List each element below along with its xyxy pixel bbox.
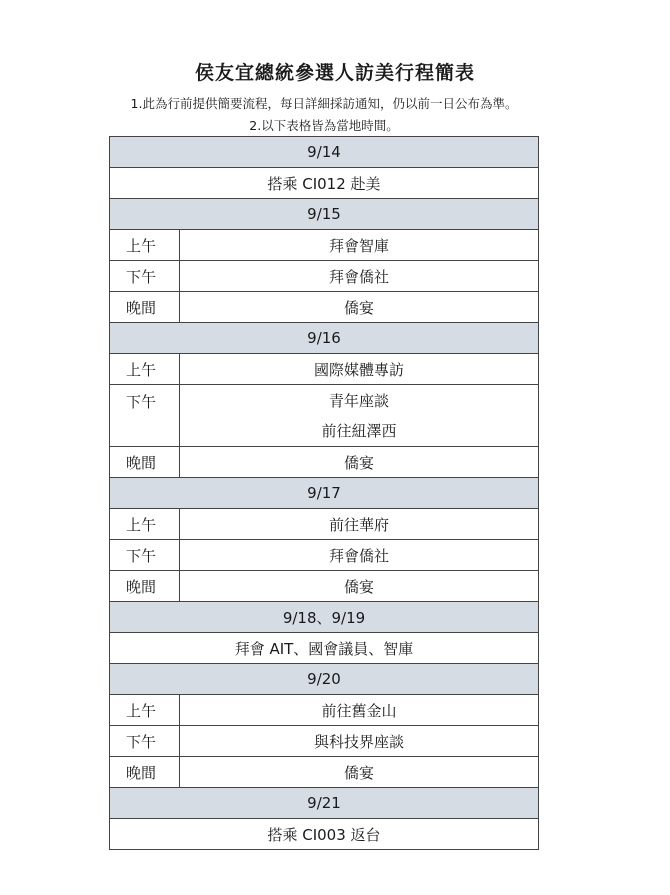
date-header: 9/15 xyxy=(110,199,539,230)
activity: 前往舊金山 xyxy=(180,695,539,726)
period-label: 上午 xyxy=(110,354,180,385)
date-row xyxy=(110,664,539,695)
table-row xyxy=(110,571,539,602)
activity: 與科技界座談 xyxy=(180,726,539,757)
activity: 僑宴 xyxy=(180,757,539,788)
full-day-row xyxy=(110,819,539,850)
note-line-1: 1.此為行前提供簡要流程，每日詳細採訪通知，仍以前一日公布為準。 xyxy=(130,96,518,111)
table-row xyxy=(110,695,539,726)
period-label: 晚間 xyxy=(110,292,180,323)
date-row xyxy=(110,323,539,354)
date-row xyxy=(110,478,539,509)
period-label: 下午 xyxy=(110,540,180,571)
period-label: 上午 xyxy=(110,509,180,540)
activity: 國際媒體專訪 xyxy=(180,354,539,385)
table-row xyxy=(110,509,539,540)
activity: 僑宴 xyxy=(180,292,539,323)
period-label: 晚間 xyxy=(110,571,180,602)
activity-line: 青年座談 xyxy=(328,391,389,410)
date-header: 9/20 xyxy=(110,664,539,695)
period-label: 晚間 xyxy=(110,757,180,788)
table-row xyxy=(110,726,539,757)
activity xyxy=(180,385,539,447)
activity: 僑宴 xyxy=(180,447,539,478)
period-label: 上午 xyxy=(110,230,180,261)
date-row xyxy=(110,602,539,633)
date-header: 9/16 xyxy=(110,323,539,354)
table-row xyxy=(110,230,539,261)
activity: 拜會僑社 xyxy=(180,540,539,571)
period-label: 下午 xyxy=(110,385,180,447)
date-row xyxy=(110,788,539,819)
page-title: 侯友宜總統參選人訪美行程簡表 xyxy=(194,62,475,84)
full-day-activity: 拜會 AIT、國會議員、智庫 xyxy=(110,633,539,664)
period-label: 下午 xyxy=(110,261,180,292)
full-day-row xyxy=(110,168,539,199)
activity: 前往華府 xyxy=(180,509,539,540)
note-line-2: 2.以下表格皆為當地時間。 xyxy=(249,118,399,133)
schedule-table xyxy=(109,136,539,850)
table-row xyxy=(110,292,539,323)
table-row xyxy=(110,757,539,788)
date-header: 9/21 xyxy=(110,788,539,819)
full-day-row xyxy=(110,633,539,664)
table-row xyxy=(110,261,539,292)
date-row xyxy=(110,199,539,230)
period-label: 上午 xyxy=(110,695,180,726)
activity: 拜會僑社 xyxy=(180,261,539,292)
full-day-activity: 搭乘 CI003 返台 xyxy=(110,819,539,850)
activity: 僑宴 xyxy=(180,571,539,602)
period-label: 下午 xyxy=(110,726,180,757)
table-row xyxy=(110,540,539,571)
table-row xyxy=(110,354,539,385)
date-header: 9/18、9/19 xyxy=(110,602,539,633)
period-label: 晚間 xyxy=(110,447,180,478)
table-row xyxy=(110,447,539,478)
table-row xyxy=(110,385,539,447)
date-header: 9/17 xyxy=(110,478,539,509)
activity: 拜會智庫 xyxy=(180,230,539,261)
date-header: 9/14 xyxy=(110,137,539,168)
full-day-activity: 搭乘 CI012 赴美 xyxy=(110,168,539,199)
activity-line: 前往紐澤西 xyxy=(321,421,397,440)
date-row xyxy=(110,137,539,168)
